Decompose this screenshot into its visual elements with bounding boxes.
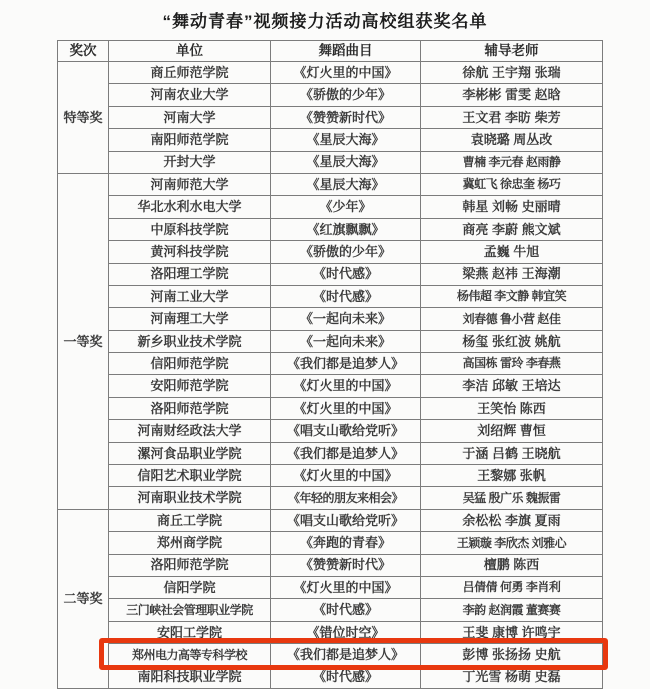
teachers-cell: 李洁 邱敏 王培达	[421, 375, 603, 397]
teachers-cell: 王黎娜 张帆	[421, 465, 603, 487]
table-row	[58, 375, 603, 397]
piece-cell: 《时代感》	[271, 666, 421, 688]
piece-cell: 《灯火里的中国》	[271, 576, 421, 598]
piece-cell: 《我们都是追梦人》	[271, 442, 421, 464]
table-row	[58, 62, 603, 84]
unit-cell: 洛阳师范学院	[109, 554, 271, 576]
column-header-3: 辅导老师	[421, 41, 603, 62]
unit-cell: 河南财经政法大学	[109, 420, 271, 442]
teachers-cell: 刘绍辉 曹恒	[421, 420, 603, 442]
teachers-cell: 梁燕 赵祎 王海潮	[421, 263, 603, 285]
table-row	[58, 509, 603, 531]
piece-cell: 《时代感》	[271, 599, 421, 621]
unit-cell: 信阳学院	[109, 576, 271, 598]
table-row	[58, 420, 603, 442]
awards-table-wrap	[57, 40, 602, 689]
piece-cell: 《灯火里的中国》	[271, 375, 421, 397]
teachers-cell: 檀鹏 陈西	[421, 554, 603, 576]
piece-cell: 《赞赞新时代》	[271, 554, 421, 576]
teachers-cell: 李彬彬 雷雯 赵晗	[421, 84, 603, 106]
teachers-cell: 丁光雪 杨萌 史磊	[421, 666, 603, 688]
piece-cell: 《星辰大海》	[271, 173, 421, 195]
unit-cell: 三门峡社会管理职业学院	[109, 599, 271, 621]
piece-cell: 《骄傲的少年》	[271, 241, 421, 263]
unit-cell: 洛阳理工学院	[109, 263, 271, 285]
table-row	[58, 263, 603, 285]
piece-cell: 《星辰大海》	[271, 151, 421, 173]
piece-cell: 《少年》	[271, 196, 421, 218]
unit-cell: 南阳师范学院	[109, 129, 271, 151]
unit-cell: 郑州电力高等专科学校	[109, 644, 271, 666]
header-row	[58, 41, 603, 62]
piece-cell: 《灯火里的中国》	[271, 397, 421, 419]
unit-cell: 河南师范大学	[109, 173, 271, 195]
piece-cell: 《星辰大海》	[271, 129, 421, 151]
table-row	[58, 196, 603, 218]
unit-cell: 信阳师范学院	[109, 353, 271, 375]
awards-table	[57, 40, 603, 689]
teachers-cell: 孟巍 牛旭	[421, 241, 603, 263]
page-title: “舞动青春”视频接力活动高校组获奖名单	[162, 12, 488, 31]
unit-cell: 郑州商学院	[109, 532, 271, 554]
award-level-cell: 二等奖	[58, 509, 109, 688]
column-header-0: 奖次	[58, 41, 109, 62]
unit-cell: 河南大学	[109, 106, 271, 128]
piece-cell: 《一起向未来》	[271, 308, 421, 330]
piece-cell: 《灯火里的中国》	[271, 62, 421, 84]
unit-cell: 河南工业大学	[109, 285, 271, 307]
piece-cell: 《年轻的朋友来相会》	[271, 487, 421, 509]
unit-cell: 洛阳师范学院	[109, 397, 271, 419]
awards-table-body	[58, 62, 603, 689]
table-row	[58, 644, 603, 666]
teachers-cell: 徐航 王宇翔 张瑞	[421, 62, 603, 84]
table-row	[58, 308, 603, 330]
table-row	[58, 151, 603, 173]
table-row	[58, 554, 603, 576]
teachers-cell: 曹楠 李元春 赵雨静	[421, 151, 603, 173]
piece-cell: 《我们都是追梦人》	[271, 353, 421, 375]
table-row	[58, 532, 603, 554]
unit-cell: 信阳艺术职业学院	[109, 465, 271, 487]
column-header-2: 舞蹈曲目	[271, 41, 421, 62]
teachers-cell: 吴猛 殷广乐 魏振雷	[421, 487, 603, 509]
teachers-cell: 王颖璇 李欣杰 刘雅心	[421, 532, 603, 554]
unit-cell: 商丘师范学院	[109, 62, 271, 84]
table-row	[58, 285, 603, 307]
table-row	[58, 330, 603, 352]
table-row	[58, 666, 603, 688]
table-row	[58, 487, 603, 509]
column-header-1: 单位	[109, 41, 271, 62]
table-row	[58, 218, 603, 240]
unit-cell: 南阳科技职业学院	[109, 666, 271, 688]
unit-cell: 开封大学	[109, 151, 271, 173]
piece-cell: 《唱支山歌给党听》	[271, 420, 421, 442]
teachers-cell: 余松松 李旗 夏雨	[421, 509, 603, 531]
table-row	[58, 465, 603, 487]
award-level-cell: 特等奖	[58, 62, 109, 174]
teachers-cell: 于涵 吕鹤 王晓航	[421, 442, 603, 464]
table-row	[58, 241, 603, 263]
unit-cell: 河南职业技术学院	[109, 487, 271, 509]
unit-cell: 漯河食品职业学院	[109, 442, 271, 464]
teachers-cell: 杨玺 张红波 姚航	[421, 330, 603, 352]
unit-cell: 安阳工学院	[109, 621, 271, 643]
table-row	[58, 442, 603, 464]
teachers-cell: 李韵 赵润霞 董赛赛	[421, 599, 603, 621]
teachers-cell: 韩星 刘畅 史丽晴	[421, 196, 603, 218]
teachers-cell: 王笑怡 陈西	[421, 397, 603, 419]
piece-cell: 《我们都是追梦人》	[271, 644, 421, 666]
table-row	[58, 129, 603, 151]
piece-cell: 《灯火里的中国》	[271, 465, 421, 487]
piece-cell: 《奔跑的青春》	[271, 532, 421, 554]
piece-cell: 《骄傲的少年》	[271, 84, 421, 106]
teachers-cell: 王斐 康博 许鸣宇	[421, 621, 603, 643]
teachers-cell: 袁晓璐 周丛改	[421, 129, 603, 151]
teachers-cell: 彭博 张扬扬 史航	[421, 644, 603, 666]
piece-cell: 《一起向未来》	[271, 330, 421, 352]
table-row	[58, 621, 603, 643]
table-row	[58, 173, 603, 195]
table-row	[58, 599, 603, 621]
table-row	[58, 84, 603, 106]
teachers-cell: 商亮 李蔚 熊文斌	[421, 218, 603, 240]
table-row	[58, 106, 603, 128]
piece-cell: 《时代感》	[271, 263, 421, 285]
teachers-cell: 吕倩倩 何勇 李肖利	[421, 576, 603, 598]
teachers-cell: 刘春德 鲁小营 赵佳	[421, 308, 603, 330]
piece-cell: 《赞赞新时代》	[271, 106, 421, 128]
piece-cell: 《时代感》	[271, 285, 421, 307]
unit-cell: 安阳师范学院	[109, 375, 271, 397]
teachers-cell: 冀虹飞 徐忠奎 杨巧	[421, 173, 603, 195]
unit-cell: 新乡职业技术学院	[109, 330, 271, 352]
unit-cell: 黄河科技学院	[109, 241, 271, 263]
unit-cell: 河南理工大学	[109, 308, 271, 330]
piece-cell: 《红旗飘飘》	[271, 218, 421, 240]
piece-cell: 《唱支山歌给党听》	[271, 509, 421, 531]
table-row	[58, 397, 603, 419]
table-row	[58, 576, 603, 598]
unit-cell: 商丘工学院	[109, 509, 271, 531]
teachers-cell: 高国栋 雷玲 李春燕	[421, 353, 603, 375]
unit-cell: 河南农业大学	[109, 84, 271, 106]
table-row	[58, 353, 603, 375]
piece-cell: 《错位时空》	[271, 621, 421, 643]
teachers-cell: 杨伟超 李文静 韩宜笑	[421, 285, 603, 307]
teachers-cell: 王文君 李昉 柴芳	[421, 106, 603, 128]
award-level-cell: 一等奖	[58, 173, 109, 509]
unit-cell: 中原科技学院	[109, 218, 271, 240]
unit-cell: 华北水利水电大学	[109, 196, 271, 218]
